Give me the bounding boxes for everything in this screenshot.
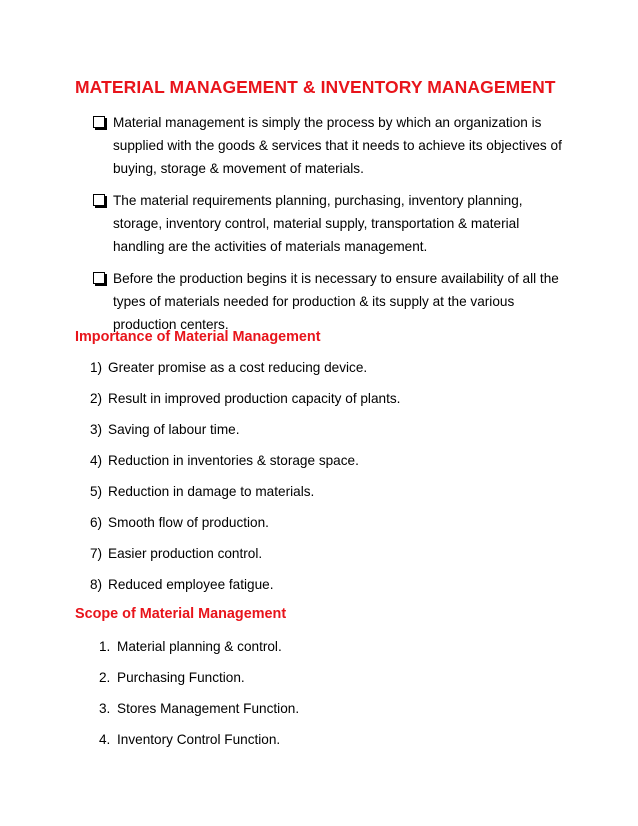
list-text: Purchasing Function. [117,670,245,685]
importance-heading: Importance of Material Management [75,329,321,345]
importance-list [90,358,400,606]
list-text: Result in improved production capacity of plants. [108,391,401,406]
bullet-line: Before the production begins it is necessary to ensure availability of all the [113,271,559,286]
list-number: 7) [90,546,103,561]
bullet-line: supplied with the goods & services that it needs to achieve its objectives of [113,138,562,153]
list-item [99,668,299,699]
list-text: Inventory Control Function. [117,732,281,747]
list-item [90,451,400,482]
list-item [90,420,400,451]
list-item [90,358,400,389]
checkbox-bullet-icon [93,194,105,206]
list-text: Reduction in damage to materials. [108,484,315,499]
bullet-item [93,267,563,336]
list-text: Saving of labour time. [108,422,240,437]
list-item [90,389,400,420]
list-number: 2. [99,670,111,685]
list-text: Reduction in inventories & storage space. [108,453,359,468]
bullet-line: handling are the activities of materials management. [113,239,428,254]
list-item [90,513,400,544]
bullet-line: types of materials needed for production & its supply at the various [113,294,515,309]
checkbox-bullet-icon [93,116,105,128]
list-text: Material planning & control. [117,639,282,654]
list-item [90,544,400,575]
bullet-item [93,111,563,180]
list-item [99,699,299,730]
bullet-line: The material requirements planning, purchasing, inventory planning, [113,193,523,208]
list-number: 5) [90,484,103,499]
list-item [99,730,299,761]
checkbox-bullet-icon [93,272,105,284]
list-number: 3) [90,422,103,437]
scope-heading: Scope of Material Management [75,606,287,622]
list-text: Smooth flow of production. [108,515,269,530]
scope-list [99,637,299,761]
list-number: 3. [99,701,111,716]
list-number: 4. [99,732,111,747]
list-number: 4) [90,453,103,468]
bullet-list [93,111,563,345]
list-number: 1. [99,639,111,654]
bullet-line: buying, storage & movement of materials. [113,161,364,176]
list-item [90,482,400,513]
list-number: 2) [90,391,103,406]
bullet-line: storage, inventory control, material supply, transportation & material [113,216,520,231]
bullet-line: Material management is simply the process by which an organization is [113,115,542,130]
list-number: 6) [90,515,103,530]
list-text: Reduced employee fatigue. [108,577,274,592]
bullet-item [93,189,563,258]
list-item [99,637,299,668]
bullet-line: production centers. [113,317,229,332]
list-text: Easier production control. [108,546,263,561]
page-title: MATERIAL MANAGEMENT & INVENTORY MANAGEMENT [75,77,556,97]
list-text: Greater promise as a cost reducing device. [108,360,368,375]
list-item [90,575,400,606]
list-text: Stores Management Function. [117,701,300,716]
list-number: 8) [90,577,103,592]
list-number: 1) [90,360,103,375]
